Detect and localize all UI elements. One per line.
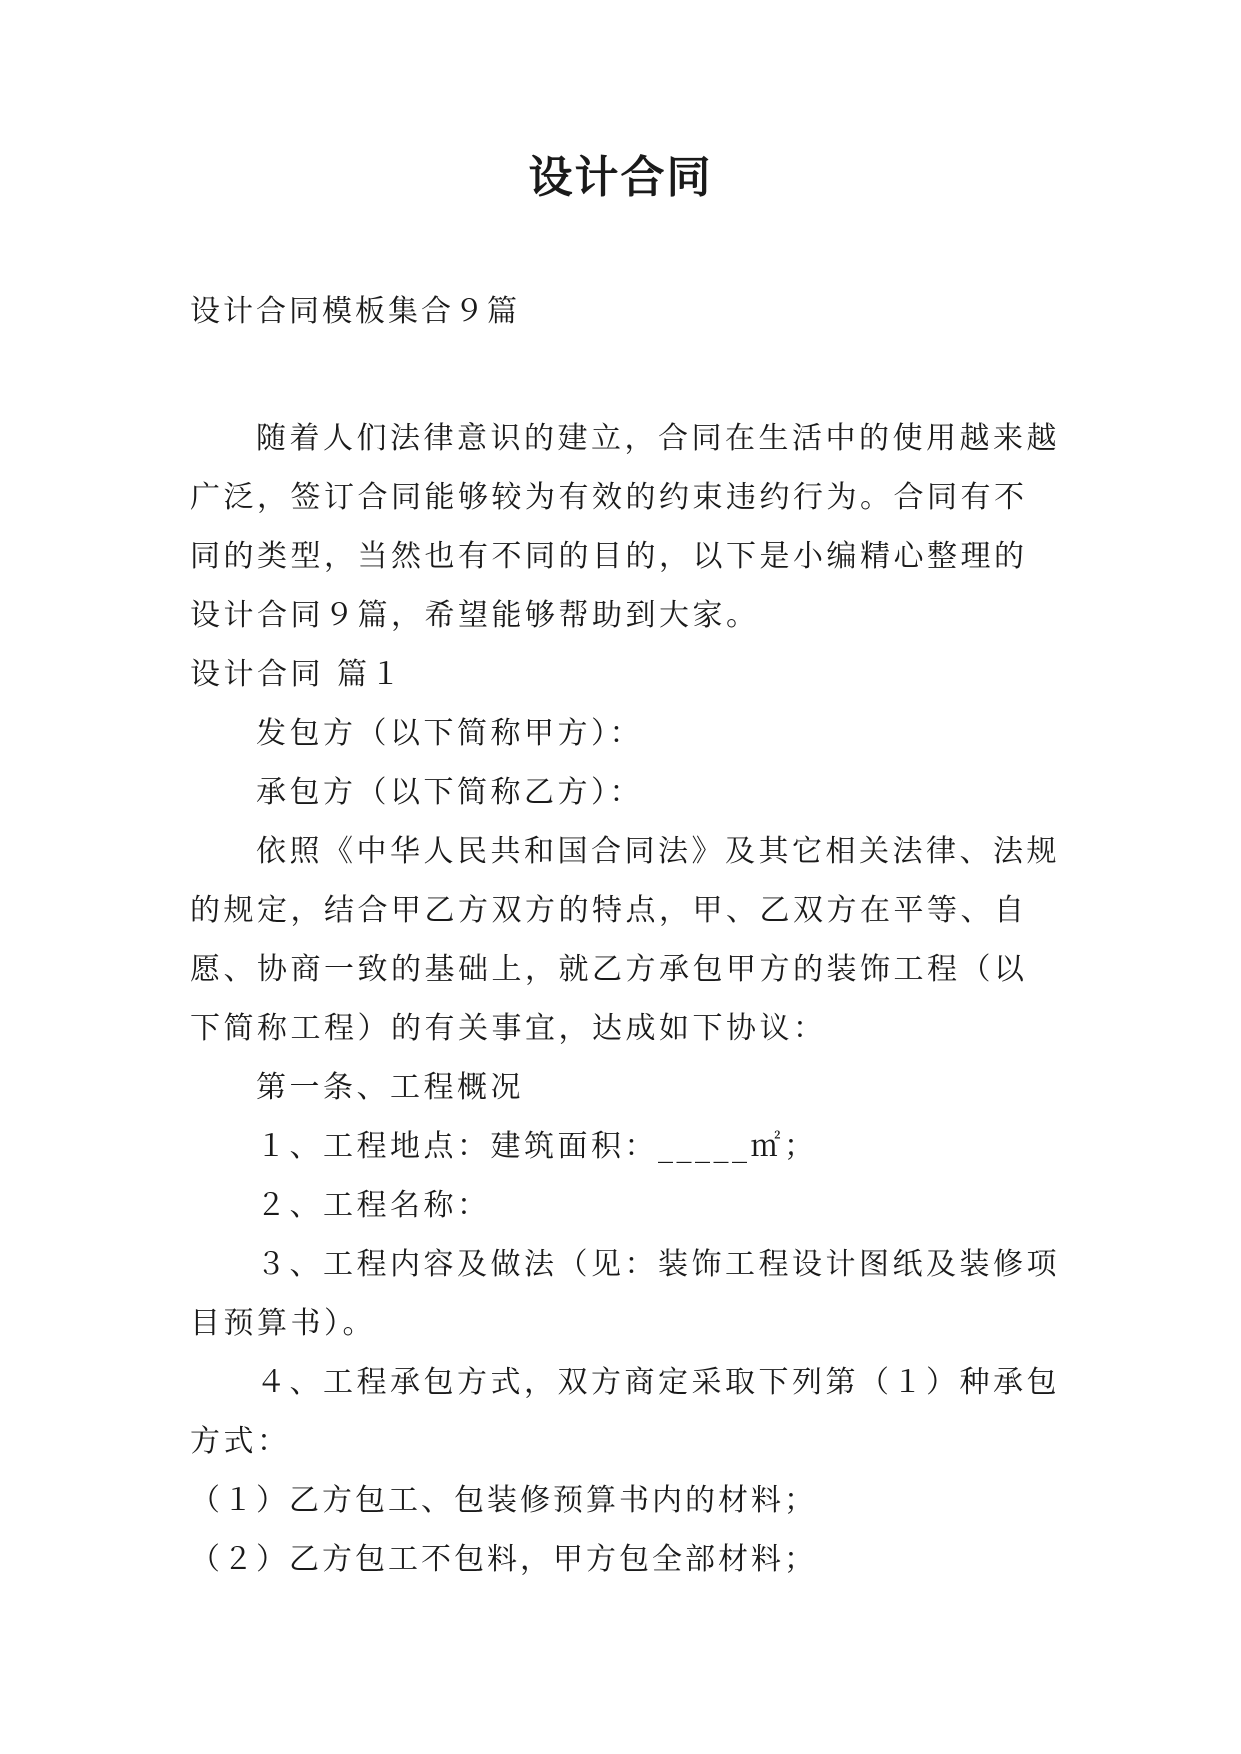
article-1-heading: 第一条、工程概况: [256, 1070, 524, 1105]
item-1-location: １、工程地点：建筑面积：_____㎡；: [256, 1129, 818, 1164]
option-2: （２）乙方包工不包料，甲方包全部材料；: [190, 1542, 817, 1577]
document-body: [190, 409, 1060, 1589]
item-2-name: ２、工程名称：: [256, 1188, 491, 1223]
document-subtitle: 设计合同模板集合９篇: [190, 294, 520, 329]
intro-paragraph: 随着人们法律意识的建立，合同在生活中的使用越来越广泛，签订合同能够较为有效的约束违约行为。合同有不同的类型，当然也有不同的目的，以下是小编精心整理的设计合同９篇，希望能够帮助到大家。: [190, 421, 1060, 633]
section-heading: 设计合同 篇１: [190, 657, 405, 692]
party-a-line: 发包方（以下简称甲方）：: [256, 716, 643, 751]
basis-paragraph: 依照《中华人民共和国合同法》及其它相关法律、法规的规定，结合甲乙方双方的特点，甲、乙双方在平等、自愿、协商一致的基础上，就乙方承包甲方的装饰工程（以下简称工程）的有关事宜，达成如下协议：: [190, 834, 1060, 1046]
item-3-content: ３、工程内容及做法（见：装饰工程设计图纸及装修项目预算书）。: [190, 1247, 1060, 1341]
party-b-line: 承包方（以下简称乙方）：: [256, 775, 643, 810]
item-4-method: ４、工程承包方式，双方商定采取下列第（１）种承包方式：: [190, 1365, 1060, 1459]
document-title: 设计合同: [528, 152, 713, 203]
option-1: （１）乙方包工、包装修预算书内的材料；: [190, 1483, 817, 1518]
